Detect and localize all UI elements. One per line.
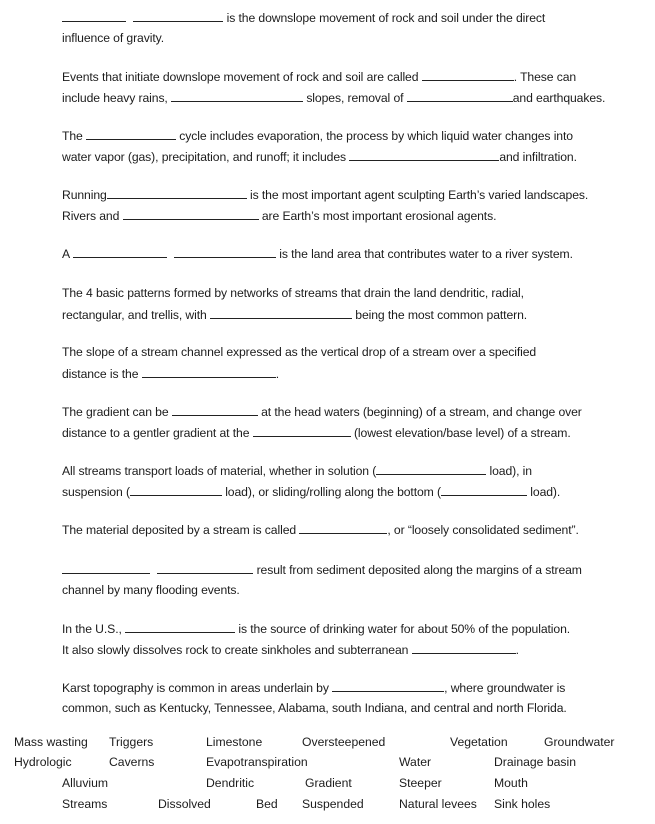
word-bank-item: Vegetation xyxy=(450,735,508,749)
q7-text-a: The slope of a stream channel expressed as the vertical drop of a stream over a specified xyxy=(62,345,537,359)
word-bank-item: Bed xyxy=(256,797,278,811)
q2-line-2 xyxy=(62,90,605,106)
q7-line-1 xyxy=(62,345,536,360)
q6-line-1 xyxy=(62,286,524,301)
word-bank-item: Mass wasting xyxy=(14,735,88,749)
q9-blank-suspension[interactable] xyxy=(130,484,222,496)
q11-blank-1[interactable] xyxy=(62,562,150,574)
q7-line-2 xyxy=(62,366,279,382)
q4-blank-running[interactable] xyxy=(107,187,247,199)
q13-line-2 xyxy=(62,701,567,716)
q9-line-2 xyxy=(62,484,560,500)
q3-text-a: The xyxy=(62,129,83,143)
q9-text-a: All streams transport loads of material, whether in solution ( xyxy=(62,464,377,478)
word-bank-item: Streams xyxy=(62,797,108,811)
q6-blank-pattern[interactable] xyxy=(210,307,352,319)
q8-line-1 xyxy=(62,404,582,420)
word-bank-item: Evapotranspiration xyxy=(206,755,308,769)
q2-text-d: slopes, removal of xyxy=(306,91,404,105)
q10-blank-deposited[interactable] xyxy=(299,522,387,534)
q3-line-1 xyxy=(62,128,573,144)
q5-blank-2[interactable] xyxy=(174,246,276,258)
q1-line-1 xyxy=(62,10,545,26)
q1-text: is the downslope movement of rock and soil under the direct xyxy=(226,11,546,25)
q3-text-c: water vapor (gas), precipitation, and runoff; it includes xyxy=(62,150,347,164)
word-bank-item: Oversteepened xyxy=(302,735,386,749)
q4-line-2 xyxy=(62,208,496,224)
q2-text-b: . These can xyxy=(513,70,577,84)
word-bank-item: Groundwater xyxy=(544,735,615,749)
q6-text-a: The 4 basic patterns formed by networks of streams that drain the land dendritic, radial, xyxy=(62,286,524,300)
q13-text-b: , where groundwater is xyxy=(444,681,566,695)
q12-line-1 xyxy=(62,621,570,637)
q12-line-2 xyxy=(62,642,519,658)
q2-blank-removal[interactable] xyxy=(407,90,513,102)
q5-text-b: is the land area that contributes water to a river system. xyxy=(279,247,573,261)
word-bank-item: Gradient xyxy=(305,776,352,790)
q12-text-d: . xyxy=(515,643,519,657)
q5-text-a: A xyxy=(62,247,70,261)
q11-line-2 xyxy=(62,583,240,598)
q3-line-2 xyxy=(62,149,577,165)
q9-text-e: load). xyxy=(530,485,561,499)
word-bank-item: Steeper xyxy=(399,776,442,790)
q3-text-b: cycle includes evaporation, the process by which liquid water changes into xyxy=(179,129,573,143)
q2-text-c: include heavy rains, xyxy=(62,91,168,105)
q13-text-a: Karst topography is common in areas underlain by xyxy=(62,681,329,695)
q12-text-c: It also slowly dissolves rock to create sinkholes and subterranean xyxy=(62,643,409,657)
q12-text-b: is the source of drinking water for about 50% of the population. xyxy=(238,622,571,636)
word-bank-item: Water xyxy=(399,755,432,769)
word-bank-item: Triggers xyxy=(109,735,154,749)
q7-blank-slope[interactable] xyxy=(142,366,276,378)
word-bank-item: Alluvium xyxy=(62,776,109,790)
q10-text-a: The material deposited by a stream is called xyxy=(62,523,297,537)
q9-text-c: suspension ( xyxy=(62,485,130,499)
word-bank-item: Suspended xyxy=(302,797,364,811)
q1-blank-1[interactable] xyxy=(62,10,126,22)
q5-blank-1[interactable] xyxy=(73,246,167,258)
q12-blank-source[interactable] xyxy=(125,621,235,633)
q11-text-a: result from sediment deposited along the margins of a stream xyxy=(256,563,582,577)
q9-line-1 xyxy=(62,463,532,479)
q1-text-2: influence of gravity. xyxy=(62,31,164,45)
q2-text-a: Events that initiate downslope movement of rock and soil are called xyxy=(62,70,419,84)
q1-line-2 xyxy=(62,31,164,46)
word-bank-item: Hydrologic xyxy=(14,755,72,769)
q9-blank-bottom[interactable] xyxy=(441,484,527,496)
word-bank-item: Caverns xyxy=(109,755,155,769)
q6-line-2 xyxy=(62,307,527,323)
q8-text-a: The gradient can be xyxy=(62,405,169,419)
word-bank-item: Limestone xyxy=(206,735,263,749)
q8-text-c: distance to a gentler gradient at the xyxy=(62,426,250,440)
q7-text-b: distance is the xyxy=(62,367,139,381)
q13-line-1 xyxy=(62,680,565,696)
q9-text-d: load), or sliding/rolling along the bottom ( xyxy=(225,485,441,499)
q12-blank-subterranean[interactable] xyxy=(412,642,516,654)
q4-text-b: is the most important agent sculpting Earth’s varied landscapes. xyxy=(250,188,589,202)
q4-text-a: Running xyxy=(62,188,107,202)
word-bank-item: Drainage basin xyxy=(494,755,576,769)
q9-text-b: load), in xyxy=(489,464,532,478)
word-bank-item: Dendritic xyxy=(206,776,255,790)
q3-blank-includes[interactable] xyxy=(349,149,499,161)
q1-blank-2[interactable] xyxy=(133,10,223,22)
q10-text-b: , or “loosely consolidated sediment”. xyxy=(387,523,579,537)
q11-text-b: channel by many flooding events. xyxy=(62,583,240,597)
q13-text-c: common, such as Kentucky, Tennessee, Alabama, south Indiana, and central and north Florida. xyxy=(62,701,567,715)
q11-line-1 xyxy=(62,562,582,578)
q8-line-2 xyxy=(62,425,571,441)
q6-text-c: being the most common pattern. xyxy=(355,308,528,322)
q8-text-b: at the head waters (beginning) of a stream, and change over xyxy=(261,405,582,419)
q10-line-1 xyxy=(62,522,579,538)
q6-text-b: rectangular, and trellis, with xyxy=(62,308,207,322)
q4-text-d: are Earth’s most important erosional agents. xyxy=(261,209,497,223)
q7-text-c: . xyxy=(275,367,280,381)
q4-blank-rivers[interactable] xyxy=(123,208,259,220)
q2-blank-triggers[interactable] xyxy=(422,69,514,81)
q9-blank-solution[interactable] xyxy=(376,463,486,475)
q4-line-1 xyxy=(62,187,588,203)
word-bank-item: Natural levees xyxy=(399,797,477,811)
word-bank-item: Sink holes xyxy=(494,797,551,811)
word-bank-item: Mouth xyxy=(494,776,528,790)
q3-blank-cycle[interactable] xyxy=(86,128,176,140)
q5-line-1 xyxy=(62,246,573,262)
q3-text-d: and infiltration. xyxy=(499,150,577,164)
word-bank-item: Dissolved xyxy=(158,797,211,811)
q4-text-c: Rivers and xyxy=(62,209,120,223)
q11-blank-2[interactable] xyxy=(157,562,253,574)
q2-line-1 xyxy=(62,69,576,85)
q2-text-e: and earthquakes. xyxy=(512,91,606,105)
q12-text-a: In the U.S., xyxy=(62,622,122,636)
q8-blank-base[interactable] xyxy=(253,425,351,437)
q2-blank-slopes[interactable] xyxy=(171,90,303,102)
q8-text-d: (lowest elevation/base level) of a stream. xyxy=(353,426,571,440)
q8-blank-gradient[interactable] xyxy=(172,404,258,416)
q13-blank-underlain[interactable] xyxy=(332,680,444,692)
